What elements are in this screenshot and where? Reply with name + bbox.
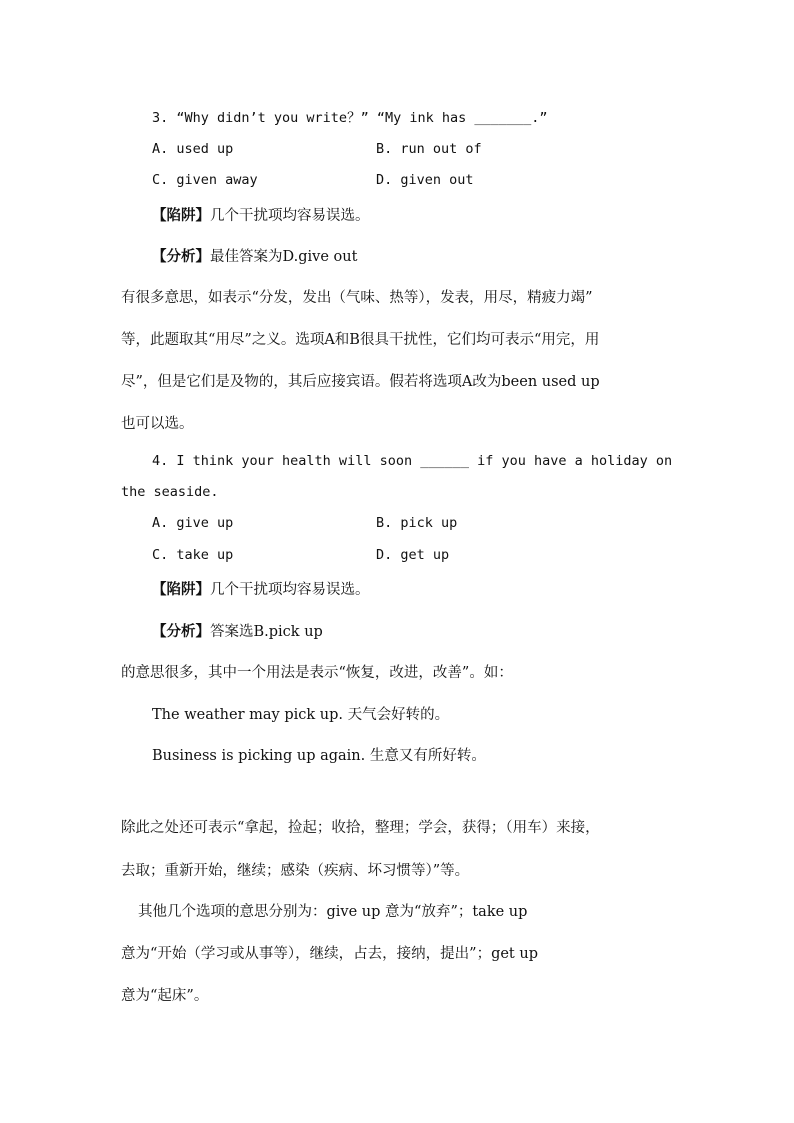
q3-explanation-line-2: 等，此题取其“用尽”之义。选项A和B很具干扰性，它们均可表示“用完，用 (121, 332, 600, 348)
q3-analysis-label: 【分析】 (152, 248, 210, 265)
q4-others-line-2: 意为“开始（学习或从事等），继续，占去，接纳，提出”；get up (121, 946, 538, 962)
q4-trap-text: 几个干扰项均容易误选。 (210, 582, 370, 598)
q4-more-line-1: 除此之处还可表示“拿起，捡起；收拾，整理；学会，获得；（用车）来接， (121, 820, 600, 836)
q4-example-1: The weather may pick up. 天气会好转的。 (152, 707, 450, 723)
q4-others-line-1: 其他几个选项的意思分别为：give up 意为“放弃”；take up (138, 904, 528, 920)
q3-explanation-line-1: 有很多意思，如表示“分发，发出（气味、热等），发表，用尽，精疲力竭” (121, 290, 593, 306)
q3-stem: 3. “Why didn’t you write？” “My ink has _______.” (152, 110, 548, 126)
q4-others-line-3: 意为“起床”。 (121, 988, 209, 1004)
q3-trap-label: 【陷阱】 (152, 207, 210, 224)
q4-option-d: D. get up (376, 547, 450, 563)
q3-explanation-line-3: 尽”，但是它们是及物的，其后应接宾语。假若将选项A改为been used up (121, 374, 600, 390)
q4-stem-line-2: the seaside. (121, 484, 219, 500)
q3-option-b: B. run out of (376, 141, 482, 157)
q4-analysis (152, 622, 323, 642)
q4-example-2: Business is picking up again. 生意又有所好转。 (152, 748, 486, 764)
q3-analysis-text: 最佳答案为D.give out (210, 249, 358, 265)
q4-more-line-2: 去取；重新开始，继续；感染（疾病、坏习惯等）”等。 (121, 863, 470, 879)
q3-explanation-line-4: 也可以选。 (121, 416, 194, 432)
q4-stem-line-1: 4. I think your health will soon ______ if you have a holiday on (152, 453, 673, 469)
q4-option-b: B. pick up (376, 515, 458, 531)
q3-trap-text: 几个干扰项均容易误选。 (210, 208, 370, 224)
q4-trap-label: 【陷阱】 (152, 581, 210, 598)
q4-option-a: A. give up (152, 515, 234, 531)
q3-trap (152, 206, 370, 226)
q4-explanation: 的意思很多，其中一个用法是表示“恢复，改进，改善”。如： (121, 665, 513, 681)
q3-option-c: C. given away (152, 172, 258, 188)
q4-analysis-text: 答案选B.pick up (210, 624, 323, 640)
q4-option-c: C. take up (152, 547, 234, 563)
q3-analysis (152, 247, 357, 267)
q3-option-a: A. used up (152, 141, 234, 157)
q3-option-d: D. given out (376, 172, 474, 188)
q4-trap (152, 580, 370, 600)
q4-analysis-label: 【分析】 (152, 623, 210, 640)
